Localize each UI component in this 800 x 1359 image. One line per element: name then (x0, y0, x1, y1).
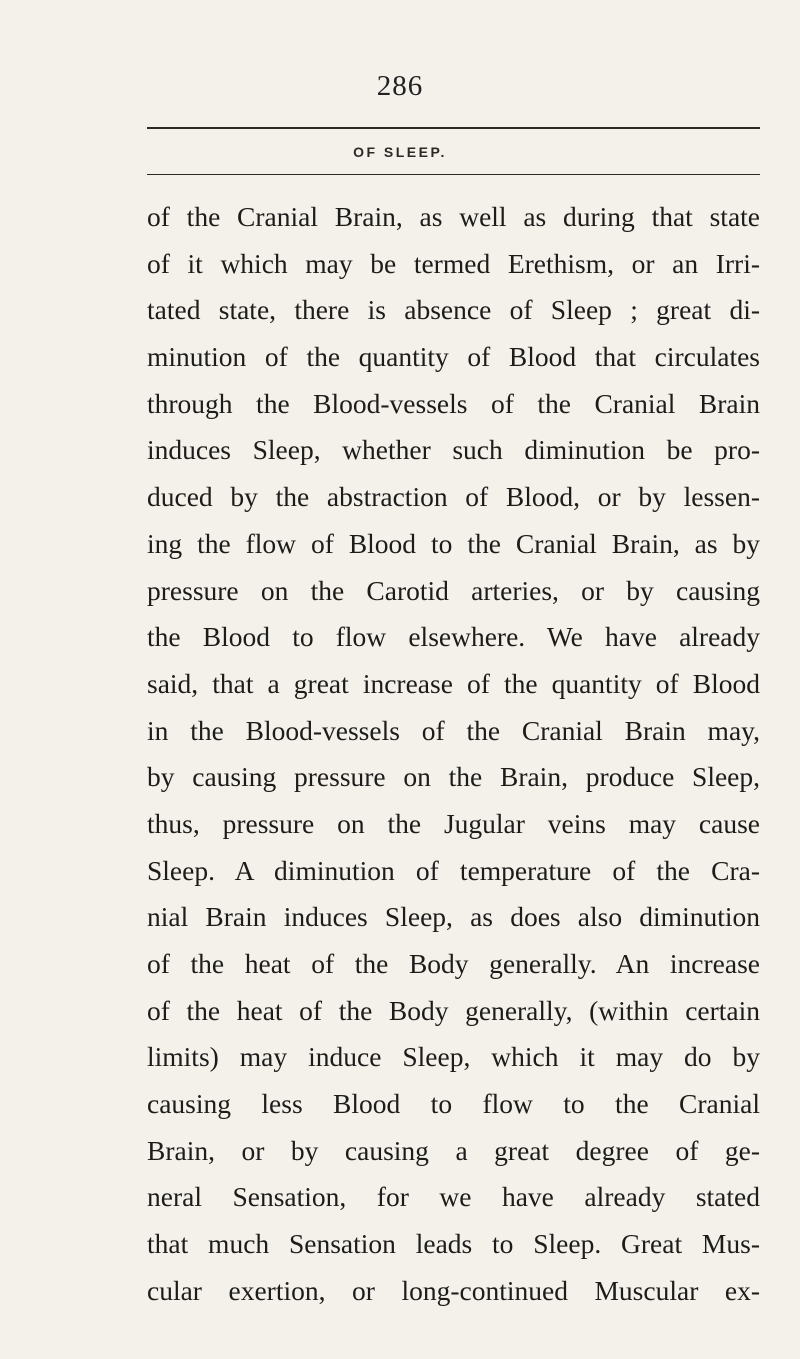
text-line: minution of the quantity of Blood that circulates (147, 341, 760, 373)
text-line: nial Brain induces Sleep, as does also diminution (147, 901, 760, 933)
text-line: of the heat of the Body generally, (within certain (147, 994, 760, 1026)
text-line: Sleep. A diminution of temperature of the Cra- (147, 854, 760, 886)
text-line: that much Sensation leads to Sleep. Great Mus- (147, 1228, 760, 1260)
header-rule-top (147, 127, 760, 129)
header-rule-bottom (147, 174, 760, 175)
text-line: Brain, or by causing a great degree of ge- (147, 1134, 760, 1166)
text-line: thus, pressure on the Jugular veins may cause (147, 807, 760, 839)
text-line: pressure on the Carotid arteries, or by causing (147, 574, 760, 606)
text-line: duced by the abstraction of Blood, or by lessen- (147, 481, 760, 513)
text-line: cular exertion, or long-continued Muscular ex- (147, 1274, 760, 1306)
text-line: by causing pressure on the Brain, produce Sleep, (147, 761, 760, 793)
text-line: of the heat of the Body generally. An increase (147, 948, 760, 979)
text-line: said, that a great increase of the quantity of Blood (147, 667, 760, 699)
text-line: through the Blood-vessels of the Cranial Brain (147, 387, 760, 419)
page-number: 286 (376, 70, 424, 102)
text-line: induces Sleep, whether such diminution be pro- (147, 434, 760, 466)
body-text (147, 194, 760, 1315)
text-line: in the Blood-vessels of the Cranial Brain may, (147, 714, 760, 746)
text-line: the Blood to flow elsewhere. We have already (147, 621, 760, 653)
text-line: neral Sensation, for we have already stated (147, 1181, 760, 1213)
text-line: ing the flow of Blood to the Cranial Brain, as by (147, 527, 760, 559)
text-line: limits) may induce Sleep, which it may do by (147, 1041, 760, 1073)
text-line: causing less Blood to flow to the Cranial (147, 1088, 760, 1120)
text-line: of the Cranial Brain, as well as during that state (147, 201, 760, 232)
text-line: tated state, there is absence of Sleep ; great di- (147, 294, 760, 326)
text-line: of it which may be termed Erethism, or an Irri- (147, 247, 760, 279)
running-head: OF SLEEP. (353, 144, 447, 160)
